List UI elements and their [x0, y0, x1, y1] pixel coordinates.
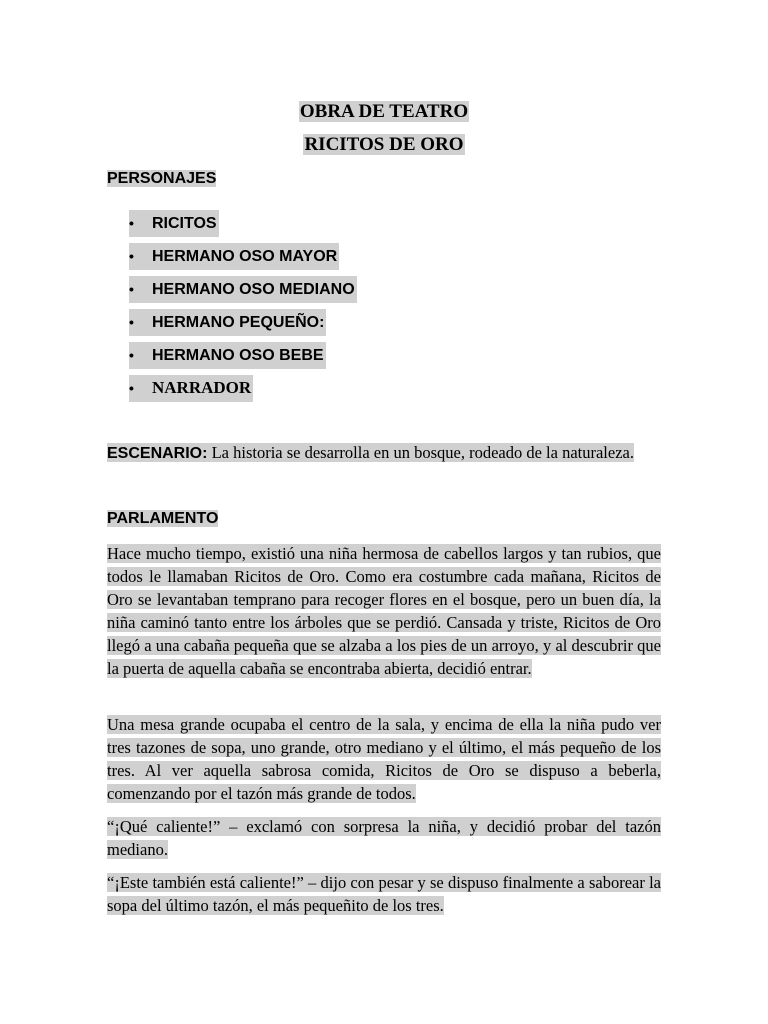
paragraph-text: Hace mucho tiempo, existió una niña hermosa de cabellos largos y tan rubios, que todos le llamaban Ricitos de Oro. Como era costumbre cada mañana, Ricitos de Oro se levantaban temprano para recoger flores en el bosque, pero un buen día, la niña caminó tanto entre los árboles que se perdió. Cansada y triste, Ricitos de Oro llegó a una cabaña pequeña que se alzaba a los pies de un arroyo, y al descubrir que la puerta de aquella cabaña se encontraba abierta, decidió entrar. [107, 544, 661, 678]
character-name: RICITOS [152, 215, 217, 232]
list-item [129, 375, 357, 408]
setting-label: ESCENARIO: [107, 445, 208, 462]
title-line-1 [0, 101, 768, 123]
story-paragraph [107, 542, 661, 680]
title-line-2-text: RICITOS DE ORO [304, 134, 464, 155]
character-name: HERMANO OSO MAYOR [152, 248, 338, 265]
list-item [129, 309, 357, 342]
setting-text: La historia se desarrolla en un bosque, rodeado de la naturaleza. [207, 443, 634, 462]
title-line-1-text: OBRA DE TEATRO [299, 101, 469, 122]
character-name: HERMANO OSO BEBE [152, 347, 324, 364]
character-name: HERMANO OSO MEDIANO [152, 281, 355, 298]
list-item [129, 276, 357, 309]
bullet-icon: • [129, 281, 134, 297]
bullet-icon: • [129, 314, 134, 330]
characters-list [129, 210, 357, 408]
character-name: HERMANO PEQUEÑO: [152, 314, 325, 331]
list-item [129, 342, 357, 375]
story-paragraph [107, 713, 661, 805]
bullet-icon: • [129, 347, 134, 363]
paragraph-text: “¡Qué caliente!” – exclamó con sorpresa la niña, y decidió probar del tazón mediano. [107, 817, 661, 859]
bullet-icon: • [129, 380, 134, 396]
title-line-2 [0, 134, 768, 156]
paragraph-text: Una mesa grande ocupaba el centro de la sala, y encima de ella la niña pudo ver tres tazones de sopa, uno grande, otro mediano y el último, el más pequeño de los tres. Al ver aquella sabrosa comida, Ricitos de Oro se dispuso a beberla, comenzando por el tazón más grande de todos. [107, 715, 661, 803]
list-item [129, 210, 357, 243]
characters-heading-text: PERSONAJES [107, 170, 217, 187]
bullet-icon: • [129, 215, 134, 231]
dialogue-heading-text: PARLAMENTO [107, 510, 219, 527]
story-paragraph [107, 815, 661, 861]
paragraph-text: “¡Este también está caliente!” – dijo con pesar y se dispuso finalmente a saborear la sopa del último tazón, el más pequeñito de los tres. [107, 873, 661, 915]
characters-heading [107, 170, 216, 188]
setting-paragraph [107, 441, 661, 465]
character-name: NARRADOR [152, 378, 252, 397]
story-paragraph [107, 871, 661, 917]
list-item [129, 243, 357, 276]
bullet-icon: • [129, 248, 134, 264]
dialogue-heading [107, 510, 218, 528]
